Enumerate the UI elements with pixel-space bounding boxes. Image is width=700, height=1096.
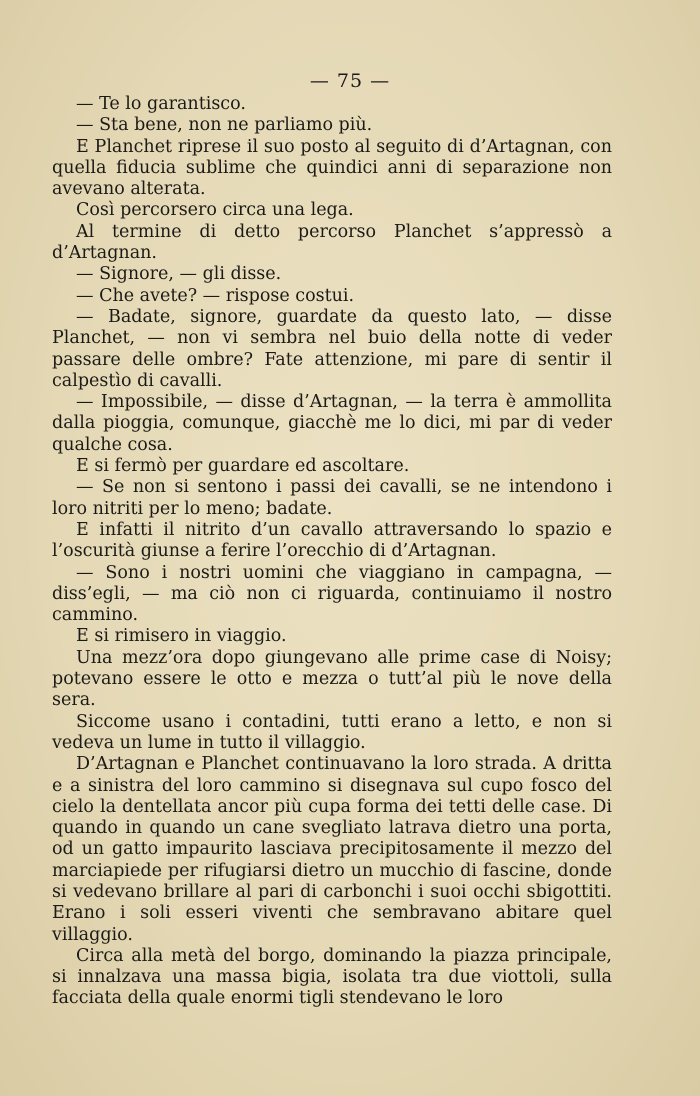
paragraph-1: — Te lo garantisco. bbox=[76, 94, 246, 114]
paragraph-5: Al termine di detto percorso Planchet s’appressò a d’Artagnan. bbox=[52, 221, 612, 264]
paragraph-10: E si fermò per guardare ed ascoltare. bbox=[76, 456, 410, 477]
paragraph-13: — Sono i nostri uomini che viaggiano in campagna, — diss’egli, — ma ciò non ci riguarda, continuiamo il nostro cammino. bbox=[52, 562, 612, 626]
paragraph-11: — Se non si sentono i passi dei cavalli, se ne intendono i loro nitriti per lo meno; badate. bbox=[52, 477, 612, 519]
paragraph-4: Così percorsero circa una lega. bbox=[76, 200, 354, 221]
paragraph-17: D’Artagnan e Planchet continuavano la loro strada. A dritta e a sinistra del loro cammino si disegnava sul cupo fosco del cielo la dentellata ancor più cupa forma dei tetti delle case. Di quando in quando un cane svegliato latrava dietro una porta, od un gatto impaurito lasciava precipitosamente il mezzo del marciapiede per rifugiarsi dietro un mucchio di fascine, donde si vedevano brillare al pari di carbonchi i suoi occhi sbigottiti. Erano i soli esseri viventi che sembravano abitare quel villaggio. bbox=[52, 754, 612, 945]
paragraph-7: — Che avete? — rispose costui. bbox=[76, 285, 355, 306]
paragraph-14: E si rimisero in viaggio. bbox=[76, 626, 287, 647]
paragraph-12: E infatti il nitrito d’un cavallo attraversando lo spazio e l’oscurità giunse a ferire l’orecchio di d’Artagnan. bbox=[52, 519, 612, 562]
paragraph-6: — Signore, — gli disse. bbox=[76, 264, 282, 285]
paragraph-16: Siccome usano i contadini, tutti erano a letto, e non si vedeva un lume in tutto il villaggio. bbox=[52, 711, 612, 753]
paragraph-2: — Sta bene, non ne parliamo più. bbox=[76, 115, 373, 136]
paragraph-9: — Impossibile, — disse d’Artagnan, — la terra è ammollita dalla pioggia, comunque, giacchè me lo dici, mi par di veder qualche cosa. bbox=[52, 392, 612, 455]
page-number: — 75 — bbox=[309, 70, 391, 92]
paragraph-8: — Badate, signore, guardate da questo lato, — disse Planchet, — non vi sembra nel buio della notte di veder passare delle ombre? Fate attenzione, mi pare di sentir il calpestìo di cavalli. bbox=[52, 306, 612, 391]
paragraph-15: Una mezz’ora dopo giungevano alle prime case di Noisy; potevano essere le otto e mezza o tutt’al più le nove della sera. bbox=[52, 647, 612, 711]
body-text bbox=[52, 94, 612, 1010]
paragraph-18: Circa alla metà del borgo, dominando la piazza principale, si innalzava una massa bigia, isolata tra due viottoli, sulla facciata della quale enormi tigli stendevano le loro bbox=[52, 945, 612, 1009]
paragraph-3: E Planchet riprese il suo posto al seguito di d’Artagnan, con quella fiducia sublime che quindici anni di separazione non avevano alterata. bbox=[52, 136, 612, 200]
